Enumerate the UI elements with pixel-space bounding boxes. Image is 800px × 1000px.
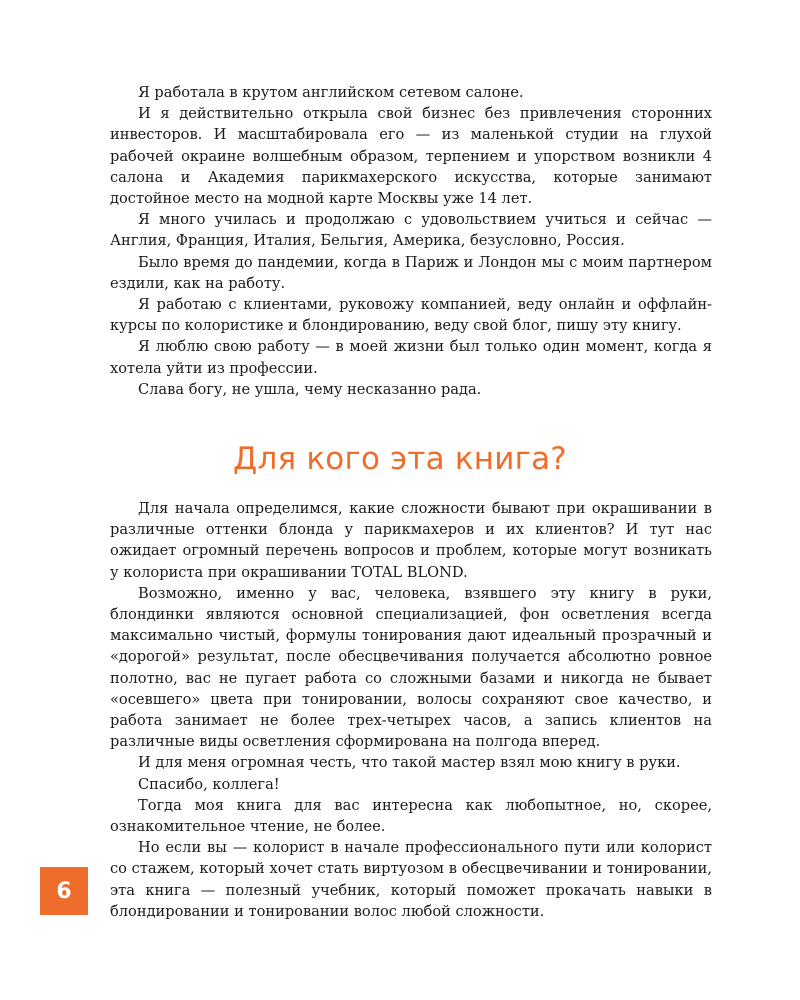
paragraph: Тогда моя книга для вас интересна как любопытное, но, скорее, ознакомительное чтение, не более. — [110, 796, 712, 836]
paragraph: Возможно, именно у вас, человека, взявшего эту книгу в руки, блондинки являются основной специализацией, фон осветления всегда максимально чистый, формулы тонирования дают идеальный прозрачный и «дорогой» результат, после обесцвечивания получается абсолютно ровное полотно, вас не пугает работа со сложными базами и никогда не бывает «осевшего» цвета при тонировании, волосы сохраняют свое качество, и работа занимает не более трех-четырех часов, а запись клиентов на различные виды осветления сформирована на полгода вперед. — [110, 584, 712, 751]
paragraph: Но если вы — колорист в начале профессионального пути или колорист со стажем, который хочет стать виртуозом в обесцвечивании и тонировании, эта книга — полезный учебник, который поможет прокачать навыки в блондировании и тонировании волос любой сложности. — [110, 839, 712, 920]
paragraph: Я люблю свою работу — в моей жизни был только один момент, когда я хотела уйти из профессии. — [110, 338, 712, 377]
paragraph: Было время до пандемии, когда в Париж и Лондон мы с моим партнером ездили, как на работу. — [110, 253, 712, 292]
paragraph: И для меня огромная честь, что такой мастер взял мою книгу в руки. — [138, 754, 681, 772]
paragraph: И я действительно открыла свой бизнес без привлечения сторонних инвесторов. И масштабировала его — из маленькой студии на глухой рабочей окраине волшебным образом, терпением и упорством возникли 4 салона и Академия парикмахерского искусства, которые занимают достойное место на модной карте Москвы уже 14 лет. — [110, 105, 712, 208]
paragraph: Я работала в крутом английском сетевом салоне. — [138, 84, 524, 101]
section-text — [110, 498, 712, 922]
paragraph: Для начала определимся, какие сложности бывают при окрашивании в различные оттенки блонда у парикмахеров и их клиентов? И тут нас ожидает огромный перечень вопросов и проблем, которые могут возникать у колориста при окрашивании TOTAL BLOND. — [110, 500, 712, 581]
paragraph: Слава богу, не ушла, чему несказанно рада. — [138, 380, 482, 398]
page-number-badge — [40, 867, 88, 915]
paragraph: Спасибо, коллега! — [138, 775, 280, 793]
page-number: 6 — [56, 878, 72, 904]
paragraph: Я работаю с клиентами, руковожу компанией, веду онлайн и оффлайн-курсы по колористике и блондированию, веду свой блог, пишу эту книгу. — [110, 296, 712, 335]
section-heading: Для кого эта книга? — [233, 441, 567, 477]
paragraph: Я много училась и продолжаю с удовольствием учиться и сейчас — Англия, Франция, Италия, Бельгия, Америка, безусловно, Россия. — [110, 211, 712, 250]
intro-text — [110, 82, 712, 400]
